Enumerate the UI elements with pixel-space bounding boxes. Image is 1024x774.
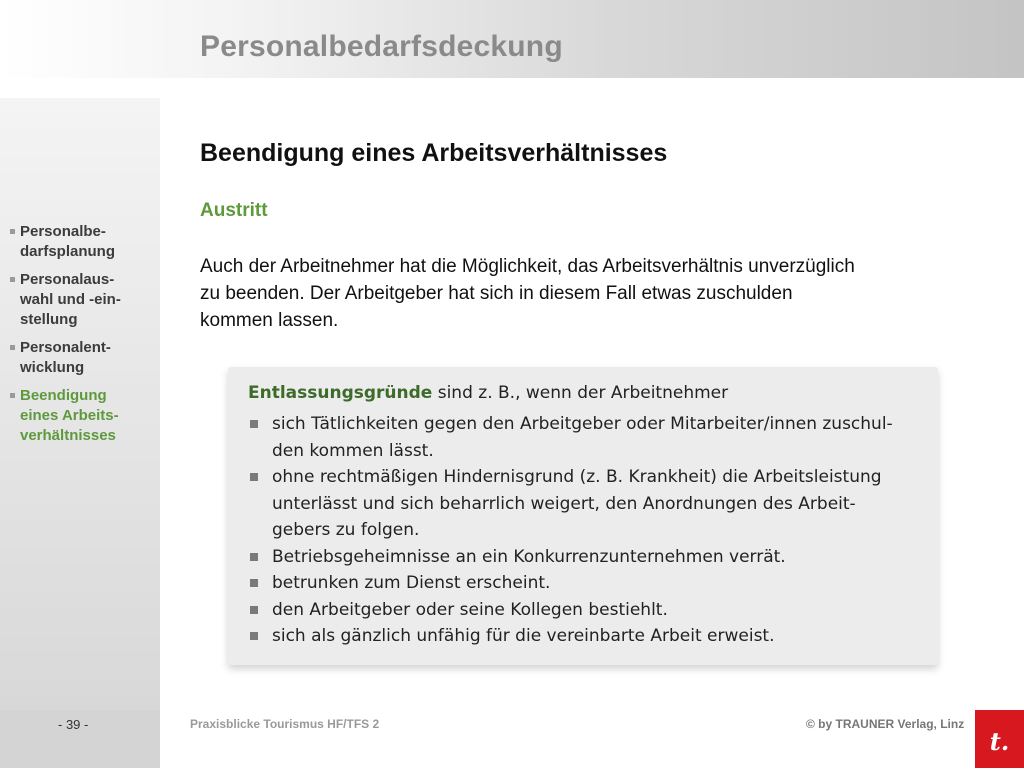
sidebar-item-beendigung[interactable] bbox=[10, 386, 155, 446]
footer-course-title: Praxisblicke Tourismus HF/TFS 2 bbox=[190, 717, 380, 731]
square-bullet-icon bbox=[250, 420, 258, 428]
sidebar-item-label: Personalbe- darfsplanung bbox=[20, 223, 116, 260]
trauner-logo: t. bbox=[975, 710, 1024, 768]
list-item bbox=[250, 411, 930, 464]
sidebar-item-label: Personalent- wicklung bbox=[20, 339, 111, 376]
card-intro bbox=[248, 383, 728, 403]
list-item-text: betrunken zum Dienst erscheint. bbox=[272, 573, 551, 593]
sidebar-item-label: Personalaus- wahl und -ein- stellung bbox=[20, 271, 121, 328]
list-item-text: ohne rechtmäßigen Hindernisgrund (z. B. Krankheit) die Arbeitsleistung unterlässt und sich beharrlich weigert, den Anordnungen des Arbeit- gebers zu folgen. bbox=[272, 467, 882, 540]
list-item bbox=[250, 464, 930, 544]
list-item-text: den Arbeitgeber oder seine Kollegen bestiehlt. bbox=[272, 599, 668, 620]
list-item bbox=[250, 544, 930, 571]
square-bullet-icon bbox=[250, 606, 258, 614]
sidebar-item-personalbedarfsplanung[interactable] bbox=[10, 222, 155, 262]
sidebar-item-personalentwicklung[interactable] bbox=[10, 338, 155, 378]
page-number: - 39 - bbox=[58, 717, 89, 732]
footer-copyright: © by TRAUNER Verlag, Linz bbox=[806, 717, 965, 731]
sidebar-item-label: Beendigung eines Arbeits- verhältnisses bbox=[20, 387, 119, 444]
slide-title: Personalbedarfsdeckung bbox=[200, 30, 563, 63]
card-list bbox=[250, 411, 930, 650]
square-bullet-icon bbox=[250, 553, 258, 561]
card-intro-emphasis: Entlassungsgründe bbox=[248, 383, 433, 403]
square-bullet-icon bbox=[250, 579, 258, 587]
list-item bbox=[250, 597, 930, 624]
section-title: Beendigung eines Arbeitsverhältnisses bbox=[200, 139, 668, 167]
subheading: Austritt bbox=[200, 200, 268, 221]
card-intro-rest: sind z. B., wenn der Arbeitnehmer bbox=[432, 383, 729, 403]
list-item bbox=[250, 623, 930, 650]
square-bullet-icon bbox=[10, 229, 15, 234]
list-item-text: Betriebsgeheimnisse an ein Konkurrenzunternehmen verrät. bbox=[272, 546, 786, 567]
sidebar-nav bbox=[10, 222, 155, 454]
square-bullet-icon bbox=[10, 393, 15, 398]
body-text: Auch der Arbeitnehmer hat die Möglichkeit, das Arbeitsverhältnis unverzüglich zu beenden. Der Arbeitgeber hat sich in diesem Fall etwas zuschulden kommen lassen. bbox=[200, 256, 855, 331]
square-bullet-icon bbox=[10, 277, 15, 282]
square-bullet-icon bbox=[250, 632, 258, 640]
sidebar-item-personalauswahl[interactable] bbox=[10, 270, 155, 330]
square-bullet-icon bbox=[10, 345, 15, 350]
info-card bbox=[228, 367, 938, 665]
square-bullet-icon bbox=[250, 473, 258, 481]
list-item-text: sich Tätlichkeiten gegen den Arbeitgeber oder Mitarbeiter/innen zuschul- den kommen lässt. bbox=[272, 414, 893, 461]
list-item-text: sich als gänzlich unfähig für die vereinbarte Arbeit erweist. bbox=[272, 626, 775, 646]
list-item bbox=[250, 570, 930, 597]
